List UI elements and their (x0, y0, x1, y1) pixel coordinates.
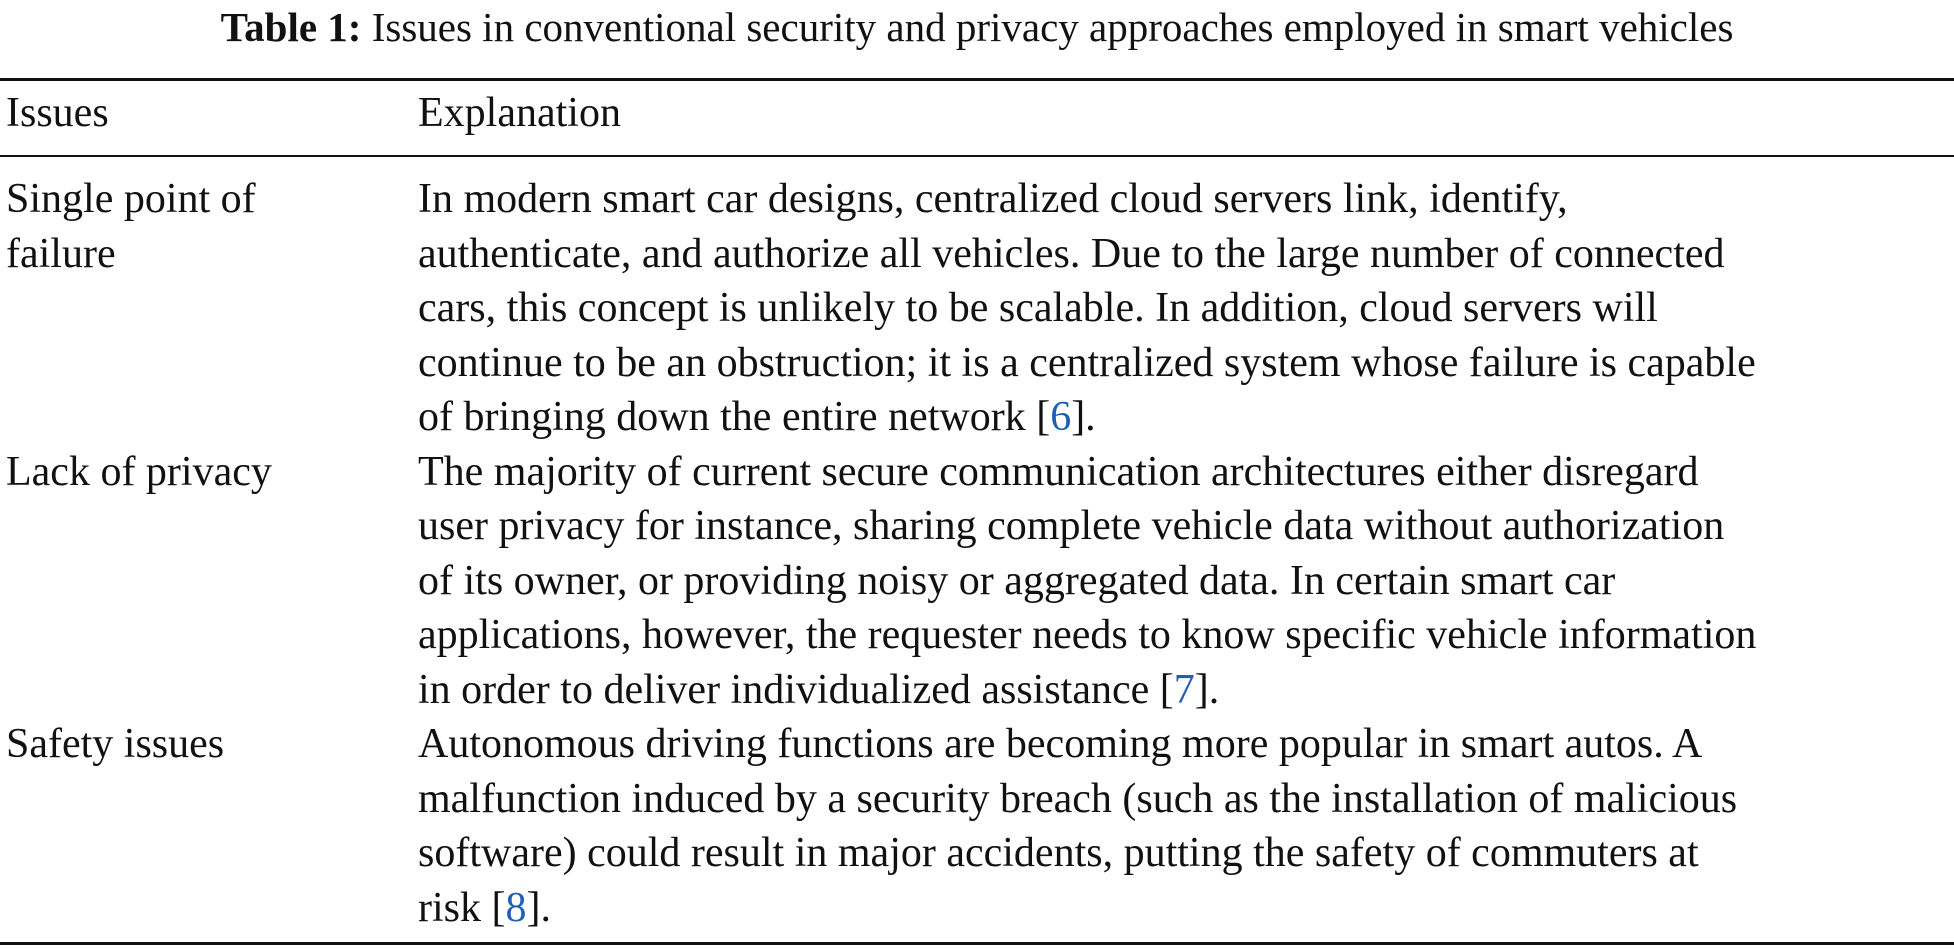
explanation-line-last (418, 390, 1954, 445)
table-caption (0, 2, 1954, 52)
table-caption-text: Issues in conventional security and privacy approaches employed in smart vehicles (371, 4, 1734, 50)
explanation-text: ]. (526, 884, 551, 931)
explanation-text: in order to deliver individualized assistance [ (418, 666, 1174, 713)
explanation-line: Autonomous driving functions are becoming more popular in smart autos. A (418, 721, 1703, 767)
explanation-text: ]. (1194, 666, 1220, 713)
explanation-cell (418, 717, 1954, 935)
explanation-line: The majority of current secure communication architectures either disregard (418, 448, 1699, 495)
explanation-text: ]. (1071, 394, 1096, 440)
explanation-line: cars, this concept is unlikely to be scalable. In addition, cloud servers will (418, 285, 1658, 331)
explanation-text: risk [ (418, 884, 506, 931)
header-issues: Issues (6, 90, 109, 136)
table-row (0, 717, 1954, 935)
table-header-row (0, 88, 1954, 148)
table-caption-label: Table 1: (220, 4, 362, 50)
table-row (0, 172, 1954, 445)
explanation-line: of its owner, or providing noisy or aggregated data. In certain smart car (418, 557, 1616, 604)
explanation-line: user privacy for instance, sharing complete vehicle data without authorization (418, 503, 1725, 549)
explanation-line: applications, however, the requester needs to know specific vehicle information (418, 612, 1757, 658)
explanation-line: continue to be an obstruction; it is a centralized system whose failure is capable (418, 339, 1756, 386)
explanation-line: malfunction induced by a security breach (such as the installation of malicious (418, 775, 1738, 822)
header-explanation: Explanation (418, 90, 621, 136)
issue-cell (6, 172, 401, 281)
explanation-line-last (418, 663, 1954, 718)
issue-line: Lack of privacy (6, 448, 272, 495)
citation-link[interactable]: 8 (505, 884, 527, 931)
citation-link[interactable]: 7 (1173, 666, 1195, 713)
issue-cell (6, 445, 401, 500)
table-body (0, 172, 1954, 935)
explanation-cell (418, 445, 1954, 718)
table-bottom-rule (0, 942, 1954, 945)
issue-line: Safety issues (6, 721, 225, 767)
explanation-line: software) could result in major accidents, putting the safety of commuters at (418, 830, 1699, 876)
issue-cell (6, 717, 401, 772)
table-header-rule (0, 155, 1954, 157)
issue-line: Single point of (6, 176, 256, 222)
explanation-text: of bringing down the entire network [ (418, 394, 1051, 440)
explanation-line: In modern smart car designs, centralized cloud servers link, identify, (418, 176, 1568, 222)
issue-line: failure (6, 230, 116, 277)
citation-link[interactable]: 6 (1050, 394, 1072, 440)
explanation-cell (418, 172, 1954, 445)
explanation-line-last (418, 881, 1954, 936)
table-top-rule (0, 78, 1954, 81)
table-row (0, 445, 1954, 718)
explanation-line: authenticate, and authorize all vehicles. Due to the large number of connected (418, 230, 1725, 277)
